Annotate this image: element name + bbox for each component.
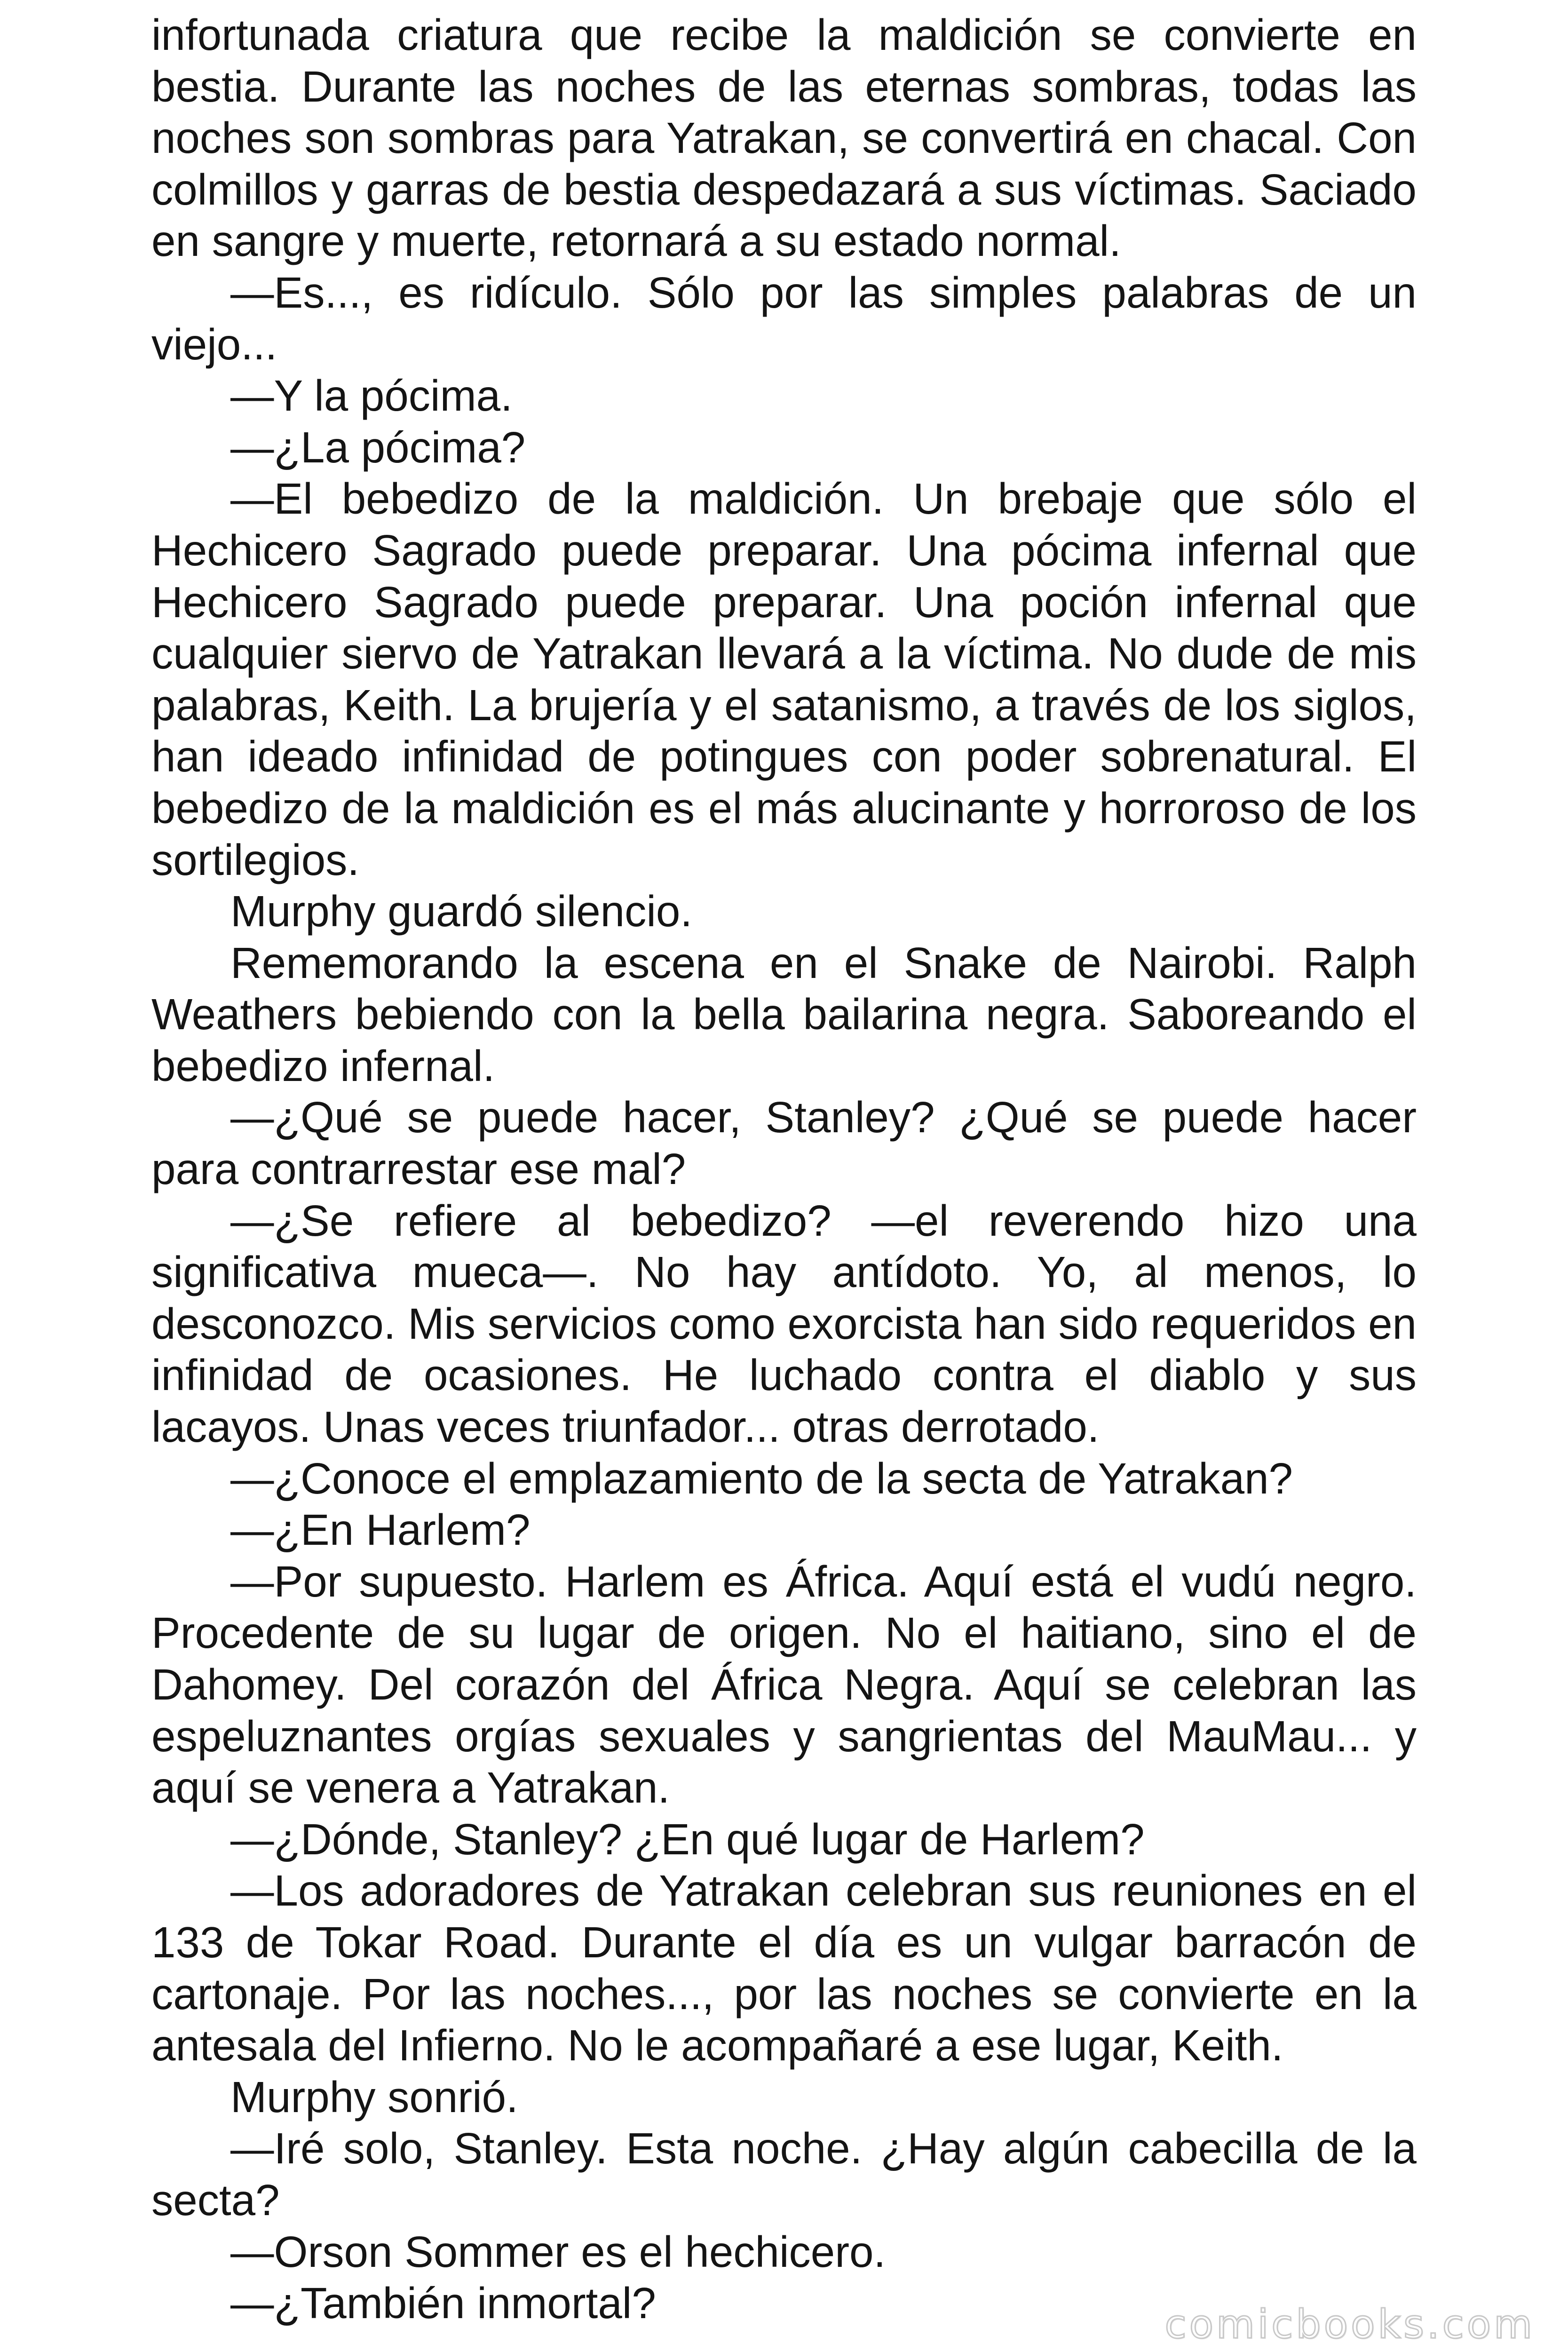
paragraph: —¿También inmortal?	[230, 2279, 656, 2328]
paragraph: —¿Conoce el emplazamiento de la secta de Yatrakan?	[230, 1454, 1293, 1503]
paragraph: Murphy sonrió.	[230, 2072, 518, 2122]
paragraph: —Los adoradores de Yatrakan celebran sus reuniones en el 133 de Tokar Road. Durante el día es un vulgar barracón de cartonaje. Por las noches..., por las noches se convierte en la antesala del Infierno. No le acompañaré a ese lugar, Keith.	[151, 1866, 1417, 2070]
paragraph: —Es..., es ridículo. Sólo por las simples palabras de un viejo...	[151, 268, 1417, 369]
paragraph: —Iré solo, Stanley. Esta noche. ¿Hay algún cabecilla de la secta?	[151, 2124, 1417, 2225]
page-body	[151, 9, 1417, 2329]
watermark: comicbooks.com	[1164, 2301, 1535, 2347]
paragraph: —¿Dónde, Stanley? ¿En qué lugar de Harlem?	[230, 1814, 1145, 1864]
paragraph: —Y la pócima.	[230, 371, 513, 421]
paragraph: —¿En Harlem?	[230, 1505, 531, 1555]
paragraph: —El bebedizo de la maldición. Un brebaje que sólo el Hechicero Sagrado puede preparar. Una pócima infernal que Hechicero Sagrado puede preparar. Una poción infernal que cualquier siervo de Yatrakan llevará a la víctima. No dude de mis palabras, Keith. La brujería y el satanismo, a través de los siglos, han ideado infinidad de potingues con poder sobrenatural. El bebedizo de la maldición es el más alucinante y horroroso de los sortilegios.	[151, 474, 1417, 884]
paragraph: —¿La pócima?	[230, 422, 526, 472]
paragraph: infortunada criatura que recibe la maldición se convierte en bestia. Durante las noches de las eternas sombras, todas las noches son sombras para Yatrakan, se convertirá en chacal. Con colmillos y garras de bestia despedazará a sus víctimas. Saciado en sangre y muerte, retornará a su estado normal.	[151, 10, 1417, 266]
paragraph: Murphy guardó silencio.	[230, 887, 693, 936]
paragraph: —Por supuesto. Harlem es África. Aquí está el vudú negro. Procedente de su lugar de origen. No el haitiano, sino el de Dahomey. Del corazón del África Negra. Aquí se celebran las espeluznantes orgías sexuales y sangrientas del MauMau... y aquí se venera a Yatrakan.	[151, 1557, 1417, 1812]
paragraph: —¿Se refiere al bebedizo? —el reverendo hizo una significativa mueca—. No hay antídoto. Yo, al menos, lo desconozco. Mis servicios como exorcista han sido requeridos en infinidad de ocasiones. He luchado contra el diablo y sus lacayos. Unas veces triunfador... otras derrotado.	[151, 1196, 1417, 1452]
paragraph: —Orson Sommer es el hechicero.	[230, 2227, 886, 2276]
paragraph: Rememorando la escena en el Snake de Nairobi. Ralph Weathers bebiendo con la bella bailarina negra. Saboreando el bebedizo infernal.	[151, 938, 1417, 1090]
paragraph: —¿Qué se puede hacer, Stanley? ¿Qué se puede hacer para contrarrestar ese mal?	[151, 1093, 1417, 1194]
